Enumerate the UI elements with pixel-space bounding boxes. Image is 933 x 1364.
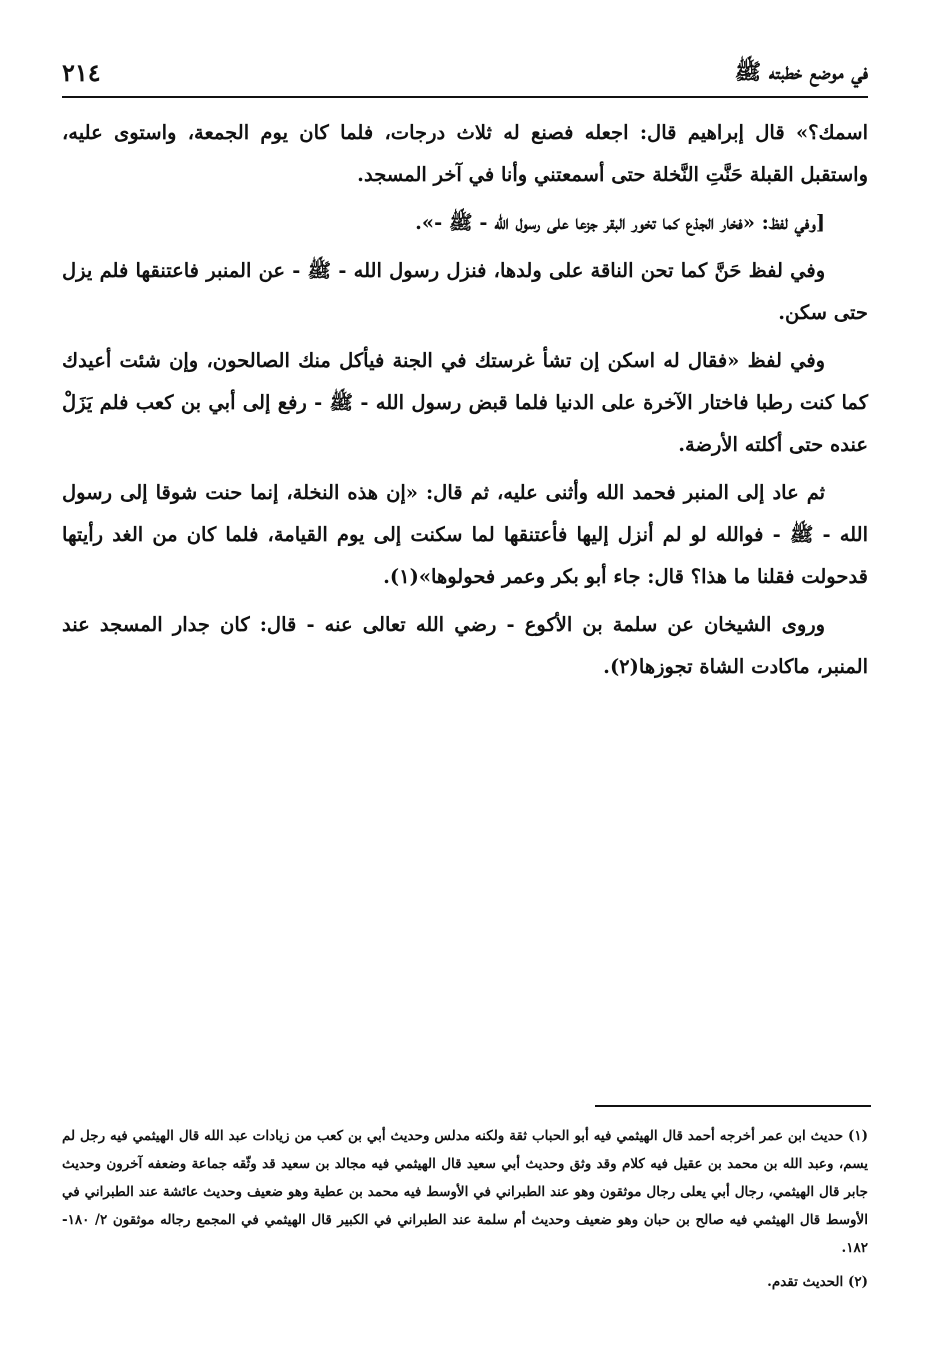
footnotes	[62, 1122, 868, 1296]
paragraph: وفي لفظ حَنَّ كما تحن الناقة على ولدها، فنزل رسول الله - ﷺ - عن المنبر فاعتنقها فلم يزل حتى سكن.	[62, 259, 868, 324]
paragraph: [وفي لفظ: «فخار الجذع كما تخور البقر جزعا على رسول الله - ﷺ -».	[415, 211, 826, 234]
footnote-divider	[595, 1105, 871, 1107]
page-header	[62, 52, 868, 98]
footnote: (١) حديث ابن عمر أخرجه أحمد قال الهيثمي فيه أبو الحباب ثقة ولكنه مدلس وحديث أبي بن كعب من زيادات عبد الله قال الهيثمي فيه رجل لم يسم، وعبد الله بن محمد بن عقيل فيه كلام وقد وثق وحديث أبي سعيد قال الهيثمي فيه مجالد بن سعيد قد وثّقه جماعة وضعفه آخرون وحديث جابر قال الهيثمي، رجال أبي يعلى رجال موثقون وهو عند الطبراني في الأوسط فيه محمد بن عطية وهو ضعيف وحديث عائشة عند الطبراني في الأوسط قال الهيثمي فيه صالح بن حبان وهو ضعيف وحديث أم سلمة عند الطبراني في الكبير قال الهيثمي في المجمع رجاله موثقون ٢/ ١٨٠- ١٨٢.	[62, 1128, 869, 1256]
paragraph: وروى الشيخان عن سلمة بن الأكوع - رضي الله تعالى عنه - قال: كان جدار المسجد عند المنبر، ماكادت الشاة تجوزها(٢).	[62, 613, 868, 678]
paragraph: ثم عاد إلى المنبر فحمد الله وأثنى عليه، ثم قال: «إن هذه النخلة، إنما حنت شوقا إلى رسول الله - ﷺ - فوالله لو لم أنزل إليها فأعتنقها لما سكنت إلى يوم القيامة، فلما كان من الغد رأيتها قدحولت فقلنا ما هذا؟ قال: جاء أبو بكر وعمر فحولوها»(١).	[62, 481, 868, 588]
running-title: في موضع خطبته ﷺ	[734, 59, 868, 85]
page-number: ٢١٤	[62, 58, 101, 87]
paragraph: اسمك؟» قال إبراهيم قال: اجعله فصنع له ثلاث درجات، فلما كان يوم الجمعة، واستوى عليه، واستقبل القبلة حَنَّتِ النَّخلة حتى أسمعتني وأنا في آخر المسجد.	[62, 121, 868, 186]
main-text	[62, 112, 868, 694]
footnote: (٢) الحديث تقدم.	[767, 1274, 868, 1290]
paragraph: وفي لفظ «فقال له اسكن إن تشأ غرستك في الجنة فيأكل منك الصالحون، وإن شئت أعيدك كما كنت رطبا فاختار الآخرة على الدنيا فلما قبض رسول الله - ﷺ - رفع إلى أبي بن كعب فلم يَزَلْ عنده حتى أكلته الأرضة.	[62, 349, 868, 456]
